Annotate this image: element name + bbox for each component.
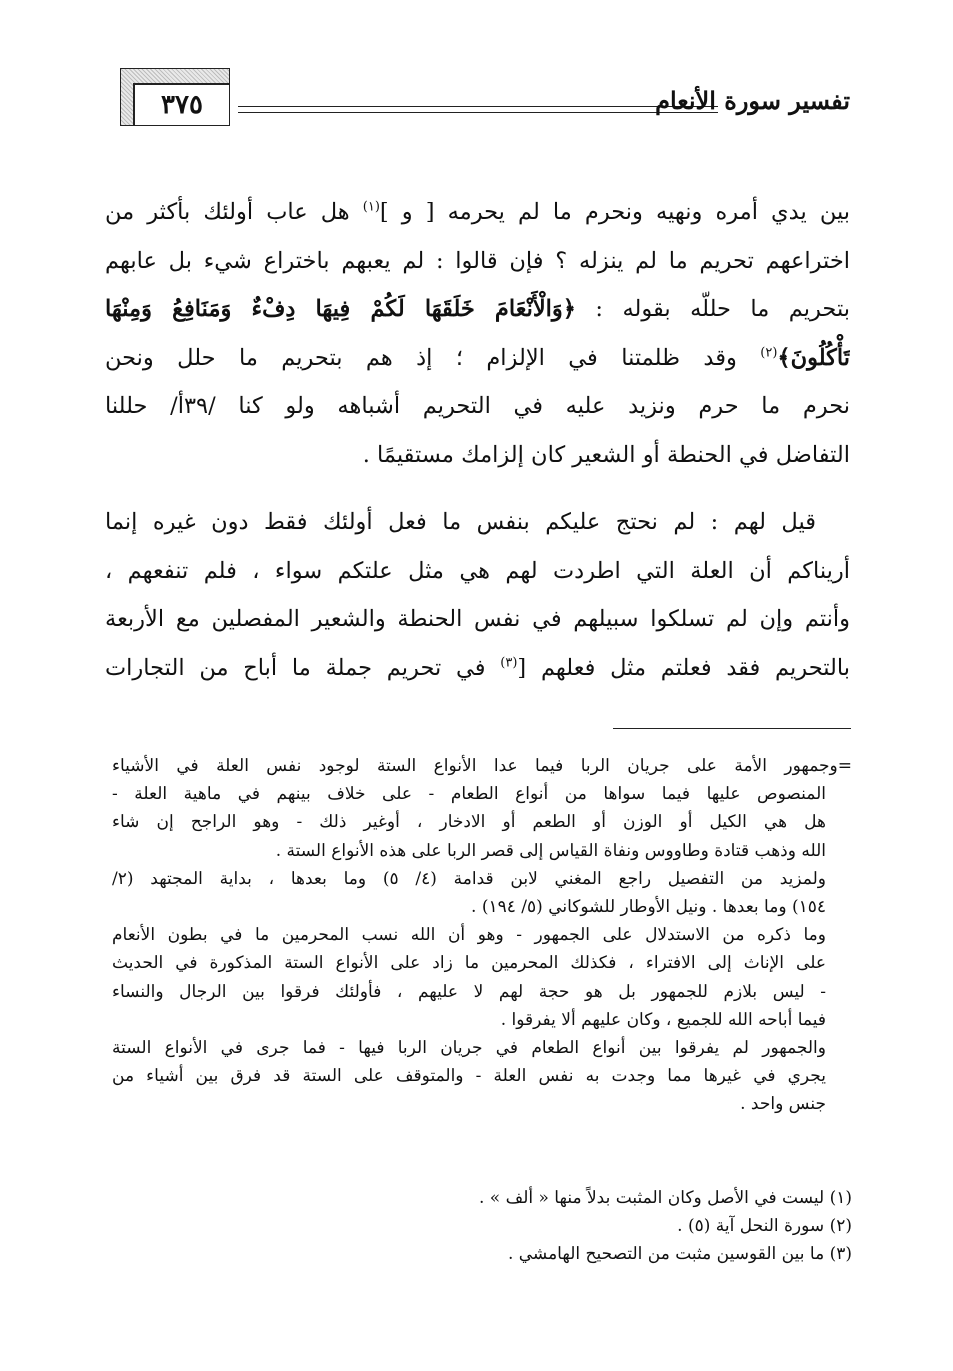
page-number: ٣٧٥	[133, 83, 229, 125]
text-line: بين يدي أمره ونهيه ونحرم ما لم يحرمه [ و ]$^{(١)}$ هل عاب أولئك بأكثر من	[105, 199, 850, 225]
footnote-line: يجري في غيرها مما وجدت به نفس العلة - والمتوقف على الستة قد فرق بين أشياء من	[112, 1066, 826, 1087]
footnote-separator	[613, 728, 851, 729]
footnote-2: (٢) سورة النحل آية (٥) .	[677, 1216, 852, 1237]
running-title: تفسير سورة الأنعام	[655, 86, 850, 115]
footnote-line: وما ذكره من الاستدلال على الجمهور - وهو أن الله نسب المحرمين ما في بطون الأنعام	[112, 925, 826, 946]
footnote-line: - ليس بلازم للجمهور بل هو حجة لهم لا عليهم ، فأولئك فرقوا بين الرجال والنساء	[112, 981, 826, 1002]
footnote-ref-2: (٢)	[760, 345, 778, 360]
quran-verse-end: تَأْكُلُونَ﴾	[777, 344, 850, 371]
footnote-ref-1: (١)	[362, 199, 380, 215]
footnote-line: ولمزيد من التفصيل راجع المغني لابن قدامة (٤/ ٥) وما بعدها ، بداية المجتهد (٢/	[112, 868, 826, 889]
text-line: التفاضل في الحنطة أو الشعير كان إلزامك مستقيمًا .	[362, 441, 850, 468]
main-paragraph-1	[105, 188, 850, 479]
text-line: نحرم ما حرم ونزيد عليه في التحريم أشباهه ولو كنا /٣٩أ/ حللنا	[105, 393, 850, 419]
text-line: اختراعهم تحريم ما لم ينزله ؟ فإن قالوا : لم يعبهم باختراع شيء بل عابهم	[105, 247, 850, 274]
text-line: بتحريم ما حللّه بقوله : ﴿وَالْأَنْعَامَ خَلَقَهَا لَكُمْ فِيهَا دِفْءٌ وَمَنَافِعُ وَمِنْهَا	[105, 296, 850, 322]
footnote-line: الله وذهب قتادة وطاووس ونفاة القياس إلى قصر الربا على هذه الأنواع الستة .	[275, 840, 826, 861]
footnote-line: فيما أباحه الله للجميع ، وكان عليهم ألا يفرقوا .	[500, 1009, 826, 1030]
page-number-frame	[120, 68, 230, 126]
footnote-ref-3: (٣)	[500, 655, 518, 670]
footnote-3: (٣) ما بين القوسين مثبت من التصحيح الهامشي .	[507, 1244, 852, 1265]
footnote-continuation	[112, 752, 852, 1119]
text-line: بالتحريم فقد فعلتم مثل فعلهم [$^{(٣)}$ في تحريم جملة ما أباح من التجارات	[105, 654, 850, 681]
main-paragraph-2	[105, 498, 850, 692]
footnote-line: جنس واحد .	[740, 1094, 826, 1115]
text-line: تَأْكُلُونَ﴾$^{(٢)}$ وقد ظلمتنا في الإلزام ؛ إذ هم بتحريم ما حلل ونحن	[105, 344, 850, 371]
footnote-line: على الإناث إلى الافتراء ، فكذلك المحرمين ما زاد على الأنواع الستة المذكورة في الحديث	[112, 953, 826, 974]
header-rule	[238, 106, 718, 113]
quran-verse: ﴿وَالْأَنْعَامَ خَلَقَهَا لَكُمْ فِيهَا دِفْءٌ وَمَنَافِعُ وَمِنْهَا	[105, 296, 576, 322]
footnote-line: هل هي الكيل أو الوزن أو الطعم أو الادخار ، أوغير ذلك - وهو الراجح إن شاء	[112, 812, 826, 833]
footnote-line: =وجمهور الأمة على جريان الربا فيما عدا الأنواع الستة لوجود نفس العلة في الأشياء	[112, 756, 852, 776]
footnote-1: (١) ليست في الأصل وكان المثبت بدلاً منها « ألف » .	[478, 1188, 852, 1208]
text-line: أريناكم أن العلة التي اطردت لهم هي مثل علتكم سواء ، فلم تنفعهم ،	[105, 557, 850, 584]
footnote-line: ١٥٤) وما بعدها . ونيل الأوطار للشوكاني (٥/ ١٩٤) .	[471, 897, 826, 918]
page-header	[120, 68, 850, 128]
text-line: وأنتم وإن لم تسلكوا سبيلهم في نفس الحنطة والشعير المفصلين مع الأربعة	[105, 606, 850, 632]
footnote-line: المنصوص عليها فيما سواها من أنواع الطعام - على خلاف بينهم في ماهية العلة -	[112, 784, 826, 805]
footnote-line: والجمهور لم يفرقوا بين أنواع الطعام في جريان الربا فيها - فما جرى في الأنواع الستة	[112, 1038, 826, 1059]
text-line: قيل لهم : لم نحتج عليكم بنفس ما فعل أولئك فقط دون غيره إنما	[105, 509, 816, 535]
footnote-notes	[112, 1184, 852, 1269]
